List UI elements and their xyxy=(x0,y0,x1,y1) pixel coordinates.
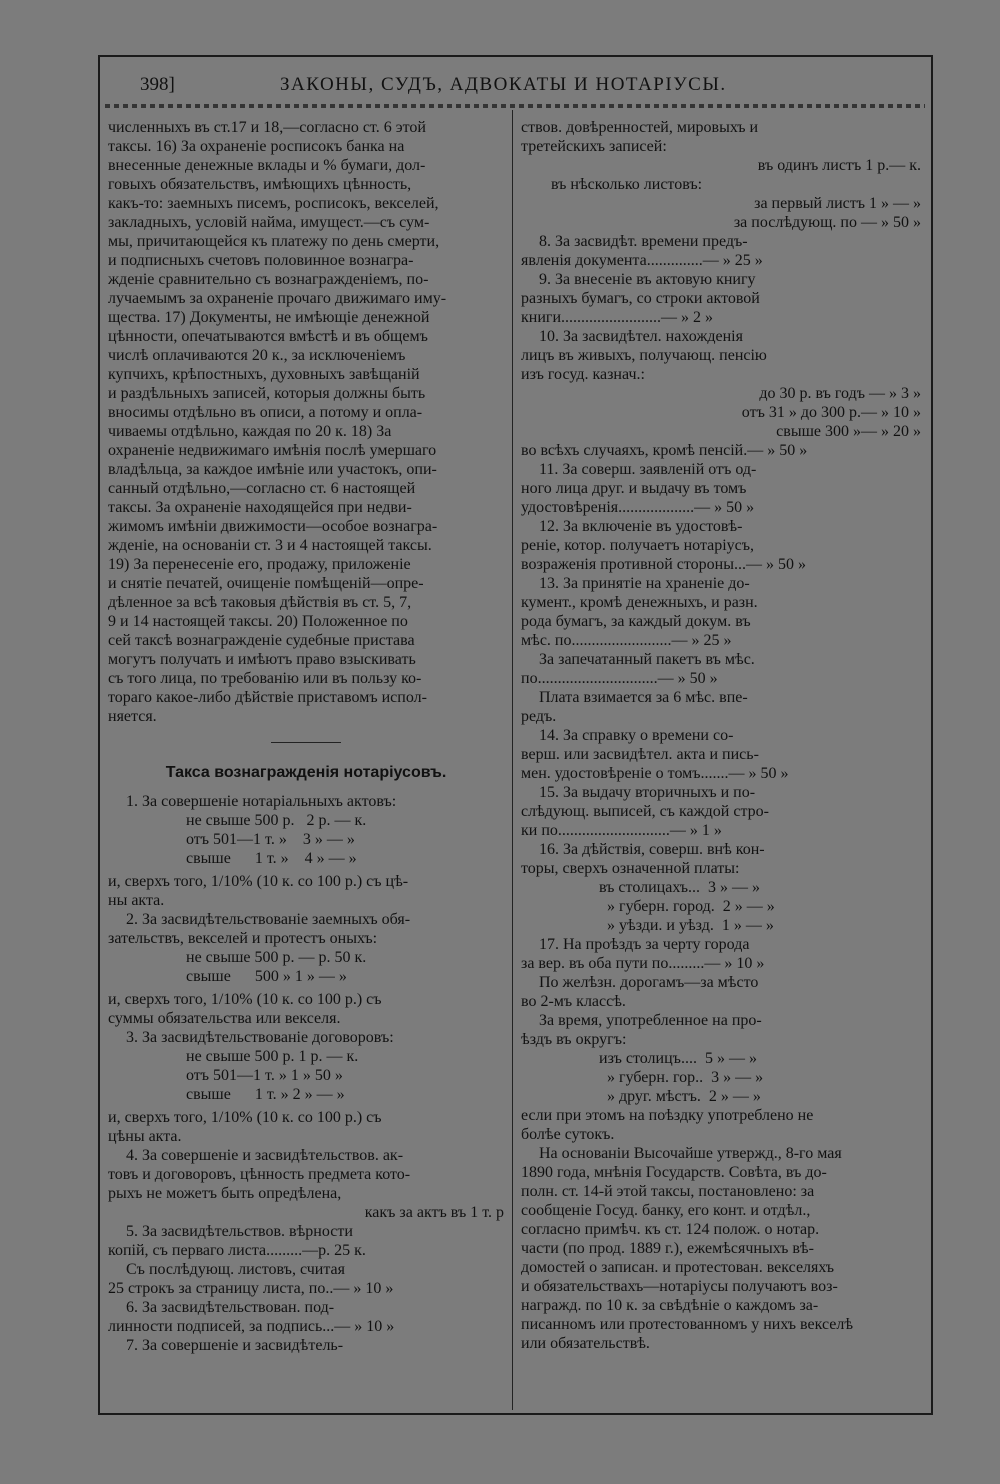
text-line: изъ столицъ.... 5 » — » xyxy=(599,1050,757,1067)
text-line: явленія документа..............— » 25 » xyxy=(521,252,763,269)
text-line: 13. За принятіе на храненіе до- xyxy=(539,575,750,592)
text-line: и раздѣльныхъ записей, которыя должны быть xyxy=(108,385,426,402)
text-line: 14. За справку о времени со- xyxy=(539,727,734,744)
text-line: зательствъ, векселей и протестъ оныхъ: xyxy=(108,930,378,947)
text-line: изъ госуд. казнач.: xyxy=(521,366,645,383)
text-line: съ того лица, по требованію или въ пользу ко- xyxy=(108,670,422,687)
text-line: лицъ въ живыхъ, получающ. пенсію xyxy=(521,347,767,364)
text-line: мѣс. по.........................— » 25 » xyxy=(521,632,732,649)
text-line: закладныхъ, условій найма, имущест.—съ сум- xyxy=(108,214,430,231)
text-line: 9 и 14 настоящей таксы. 20) Положенное по xyxy=(108,613,408,630)
text-line: жимомъ имѣніи движимости—особое вознагра- xyxy=(108,518,438,535)
text-line: 9. За внесеніе въ актовую книгу xyxy=(539,271,756,288)
text-line: няется. xyxy=(108,708,157,725)
text-line: » друг. мѣстъ. 2 » — » xyxy=(599,1088,761,1105)
text-line: 17. На проѣздъ за черту города xyxy=(539,936,750,953)
text-line: жденіе сравнительно съ вознагражденіемъ, по- xyxy=(108,271,429,288)
text-line: 11. За соверш. заявленій отъ од- xyxy=(539,461,757,478)
text-line: » уѣзди. и уѣзд. 1 » — » xyxy=(599,917,774,934)
text-line: свыше 1 т. » 4 » — » xyxy=(186,850,357,867)
text-line: разныхъ бумагъ, со строки актовой xyxy=(521,290,760,307)
text-line: третейскихъ записей: xyxy=(521,138,667,155)
text-line: болѣе сутокъ. xyxy=(521,1126,615,1143)
section-separator-rule xyxy=(271,742,341,743)
left-tariff-list xyxy=(108,792,504,1355)
text-line: и, сверхъ того, 1/10% (10 к. со 100 р.) съ цѣ- xyxy=(108,873,409,890)
text-line: ного лица друг. и выдачу въ томъ xyxy=(521,480,747,497)
text-line: вносимы отдѣльно въ описи, а потому и опла- xyxy=(108,404,423,421)
text-line: числѣ оплачиваются 20 к., за исключеніемъ xyxy=(108,347,406,364)
text-line: 10. За засвидѣтел. нахожденія xyxy=(539,328,743,345)
text-line: численныхъ въ ст.17 и 18,—согласно ст. 6 этой xyxy=(108,119,426,136)
text-line: въ одинъ листъ 1 р.— к. xyxy=(757,157,921,174)
text-line: не свыше 500 р. 1 р. — к. xyxy=(186,1048,359,1065)
right-tariff-list xyxy=(521,118,921,1353)
left-intro-text xyxy=(108,118,504,726)
section-heading: Такса вознагражденія нотаріусовъ. xyxy=(165,764,447,781)
text-line: писанномъ или протестованномъ у нихъ векселѣ xyxy=(521,1316,854,1333)
text-line: книги.........................— » 2 » xyxy=(521,309,714,326)
text-line: согласно примѣч. къ ст. 124 полож. о нотар. xyxy=(521,1221,820,1238)
running-title: ЗАКОНЫ, СУДЪ, АДВОКАТЫ И НОТАРІУСЫ. xyxy=(280,74,727,95)
text-line: и, сверхъ того, 1/10% (10 к. со 100 р.) съ xyxy=(108,1109,382,1126)
text-line: и снятіе печатей, очищеніе помѣщеній—опре- xyxy=(108,575,424,592)
text-line: части (по прод. 1889 г.), ежемѣсячныхъ вѣ- xyxy=(521,1240,814,1257)
text-line: 6. За засвидѣтельствован. под- xyxy=(126,1299,335,1316)
text-line: ствов. довѣренностей, мировыхъ и xyxy=(521,119,759,136)
text-line: и, сверхъ того, 1/10% (10 к. со 100 р.) съ xyxy=(108,991,382,1008)
text-line: отъ 501—1 т. » 3 » — » xyxy=(186,831,355,848)
text-line: ки по............................— » 1 » xyxy=(521,822,722,839)
text-line: отъ 31 » до 300 р.— » 10 » xyxy=(741,404,921,421)
text-line: и подписныхъ счетовъ половинное вознагра- xyxy=(108,252,414,269)
text-line: таксы. За охраненіе находящейся при недви- xyxy=(108,499,412,516)
text-line: мы, причитающейся къ платежу по день смерти, xyxy=(108,233,440,250)
text-line: 4. За совершеніе и засвидѣтельствов. ак- xyxy=(126,1147,404,1164)
text-line: владѣльца, за каждое имѣніе или участокъ, опи- xyxy=(108,461,437,478)
text-line: слѣдующ. выписей, съ каждой стро- xyxy=(521,803,769,820)
text-line: 7. За совершеніе и засвидѣтель- xyxy=(126,1337,344,1354)
text-line: реніе, котор. получаетъ нотаріусъ, xyxy=(521,537,755,554)
text-line: тораго какое-либо дѣйствіе приставомъ испол- xyxy=(108,689,427,706)
text-line: 2. За засвидѣтельствованіе заемныхъ обя- xyxy=(126,911,411,928)
page-number: 398] xyxy=(140,74,175,95)
text-line: какъ за актъ въ 1 т. р xyxy=(364,1204,504,1221)
text-line: до 30 р. въ годъ — » 3 » xyxy=(759,385,921,402)
text-line: свыше 300 »— » 20 » xyxy=(776,423,921,440)
text-line: 16. За дѣйствія, соверш. внѣ кон- xyxy=(539,841,765,858)
text-line: санный отдѣльно,—согласно ст. 6 настоящей xyxy=(108,480,416,497)
right-column xyxy=(521,118,921,1353)
text-line: въ нѣсколько листовъ: xyxy=(551,176,703,193)
text-line: 19) За перенесеніе его, продажу, приложеніе xyxy=(108,556,411,573)
text-line: дѣленное за всѣ таковыя дѣйствія въ ст. 5, 7, xyxy=(108,594,412,611)
text-line: во всѣхъ случаяхъ, кромѣ пенсій.— » 50 » xyxy=(521,442,808,459)
text-line: 25 строкъ за страницу листа, по..— » 10 » xyxy=(108,1280,394,1297)
text-line: По желѣзн. дорогамъ—за мѣсто xyxy=(539,974,759,991)
text-line: отъ 501—1 т. » 1 » 50 » xyxy=(186,1067,343,1084)
text-line: по..............................— » 50 » xyxy=(521,670,718,687)
text-line: Плата взимается за 6 мѣс. впе- xyxy=(539,689,748,706)
text-line: рода бумагъ, за каждый докум. въ xyxy=(521,613,751,630)
text-line: щества. 17) Документы, не имѣющіе денежной xyxy=(108,309,430,326)
text-line: 5. За засвидѣтельствов. вѣрности xyxy=(126,1223,353,1240)
text-line: 8. За засвидѣт. времени предъ- xyxy=(539,233,748,250)
text-line: не свыше 500 р. — р. 50 к. xyxy=(186,949,367,966)
text-line: удостовѣренія...................— » 50 » xyxy=(521,499,755,516)
text-line: или обязательствѣ. xyxy=(521,1335,650,1352)
text-line: чиваемы отдѣльно, каждая по 20 к. 18) За xyxy=(108,423,392,440)
left-column xyxy=(108,118,504,1355)
text-line: говыхъ обязательствъ, имѣющихъ цѣнность, xyxy=(108,176,412,193)
text-line: 1890 года, мнѣнія Государств. Совѣта, въ до- xyxy=(521,1164,827,1181)
text-line: ны акта. xyxy=(108,892,165,909)
text-line: свыше 1 т. » 2 » — » xyxy=(186,1086,345,1103)
text-line: за вер. въ оба пути по.........— » 10 » xyxy=(521,955,765,972)
text-line: 15. За выдачу вторичныхъ и по- xyxy=(539,784,756,801)
text-line: и обязательствахъ—нотаріусы получаютъ воз- xyxy=(521,1278,838,1295)
text-line: 1. За совершеніе нотаріальныхъ актовъ: xyxy=(126,793,397,810)
text-line: На основаніи Высочайше утвержд., 8-го мая xyxy=(539,1145,842,1162)
text-line: за первый листъ 1 » — » xyxy=(754,195,921,212)
text-line: За время, употребленное на про- xyxy=(539,1012,762,1029)
text-line: торы, сверхъ означенной платы: xyxy=(521,860,740,877)
text-line: если при этомъ на поѣздку употреблено не xyxy=(521,1107,814,1124)
text-line: сей таксѣ вознагражденіе судебные пристава xyxy=(108,632,415,649)
text-line: товъ и договоровъ, цѣнность предмета кото- xyxy=(108,1166,411,1183)
text-line: суммы обязательства или векселя. xyxy=(108,1010,341,1027)
text-line: » губерн. город. 2 » — » xyxy=(599,898,775,915)
text-line: кумент., кромѣ денежныхъ, и разн. xyxy=(521,594,758,611)
text-line: 12. За включеніе въ удостовѣ- xyxy=(539,518,743,535)
text-line: мен. удостовѣреніе о томъ.......— » 50 » xyxy=(521,765,789,782)
text-line: охраненіе недвижимаго имѣнія послѣ умершаго xyxy=(108,442,437,459)
text-line: какъ-то: заемныхъ писемъ, росписокъ, векселей, xyxy=(108,195,439,212)
text-line: верш. или засвидѣтел. акта и пись- xyxy=(521,746,759,763)
text-line: не свыше 500 р. 2 р. — к. xyxy=(186,812,367,829)
text-line: купчихъ, крѣпостныхъ, духовныхъ завѣщаній xyxy=(108,366,420,383)
text-line: въ столицахъ... 3 » — » xyxy=(599,879,760,896)
page-header xyxy=(140,74,920,104)
text-line: домостей о записан. и протестован. векселяхъ xyxy=(521,1259,835,1276)
text-line: 3. За засвидѣтельствованіе договоровъ: xyxy=(126,1029,394,1046)
header-rule xyxy=(105,104,925,108)
text-line: цѣны акта. xyxy=(108,1128,182,1145)
text-line: жденіе, на основаніи ст. 3 и 4 настоящей таксы. xyxy=(108,537,432,554)
text-line: таксы. 16) За охраненіе росписокъ банка на xyxy=(108,138,405,155)
text-line: рыхъ не можетъ быть опредѣлена, xyxy=(108,1185,342,1202)
text-line: линности подписей, за подпись...— » 10 » xyxy=(108,1318,395,1335)
text-line: копій, съ перваго листа.........—р. 25 к. xyxy=(108,1242,366,1259)
text-line: цѣнности, опечатываются вмѣстѣ и въ общемъ xyxy=(108,328,428,345)
text-line: во 2-мъ классѣ. xyxy=(521,993,626,1010)
text-line: полн. ст. 14-й этой таксы, постановлено: за xyxy=(521,1183,815,1200)
text-line: свыше 500 » 1 » — » xyxy=(186,968,347,985)
text-line: награжд. по 10 к. за свѣдѣніе о каждомъ за- xyxy=(521,1297,819,1314)
text-line: за послѣдующ. по — » 50 » xyxy=(733,214,921,231)
text-line: внесенные денежные вклады и % бумаги, дол- xyxy=(108,157,426,174)
text-line: могутъ получать и имѣютъ право взыскивать xyxy=(108,651,416,668)
text-line: возраженія противной стороны...— » 50 » xyxy=(521,556,806,573)
text-line: За запечатанный пакетъ въ мѣс. xyxy=(539,651,755,668)
text-line: лучаемымъ за охраненіе прочаго движимаго иму- xyxy=(108,290,447,307)
text-line: сообщеніе Госуд. банку, его конт. и отдѣл., xyxy=(521,1202,811,1219)
column-divider xyxy=(512,110,513,1410)
text-line: редъ. xyxy=(521,708,557,725)
text-line: ѣздъ въ округъ: xyxy=(521,1031,627,1048)
text-line: » губерн. гор.. 3 » — » xyxy=(599,1069,764,1086)
text-line: Съ послѣдующ. листовъ, считая xyxy=(126,1261,345,1278)
